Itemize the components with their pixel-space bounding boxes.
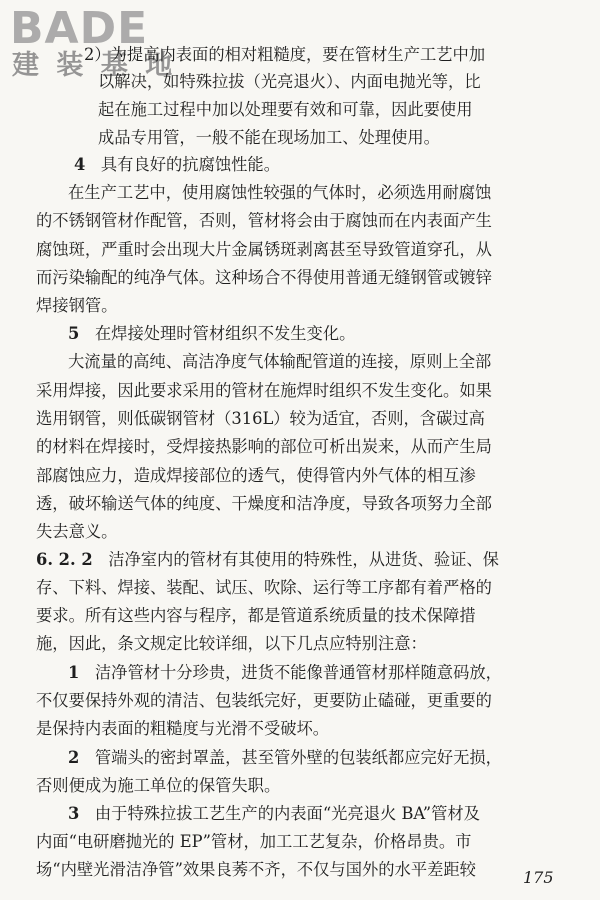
text-line: 存、下料、焊接、装配、试压、吹除、运行等工序都有着严格的 [36, 578, 492, 597]
text-line: 场“内壁光滑洁净管”效果良莠不齐，不仅与国外的水平差距较 [36, 860, 476, 879]
text-line: 不仅要保持外观的清洁、包装纸完好，更要防止磕碰，更重要的 [36, 691, 492, 710]
text-line: 成品专用管，一般不能在现场加工、处理使用。 [98, 128, 440, 147]
item-number: 5 [68, 324, 80, 343]
item-heading [74, 154, 280, 176]
watermark-word: BADE [10, 3, 149, 54]
text-line: 2）为提高内表面的相对粗糙度，要在管材生产工艺中加 [84, 45, 486, 64]
text-line: 是保持内表面的粗糙度与光滑不受破坏。 [36, 719, 330, 738]
item-title: 在焊接处理时管材组织不发生变化。 [94, 324, 356, 343]
section-number: 6. 2. 2 [36, 550, 93, 569]
text-line: 否则便成为施工单位的保管失职。 [36, 776, 281, 795]
note-first-line: 洁净管材十分珍贵，进货不能像普通管材那样随意码放， [94, 663, 502, 682]
note-number: 3 [68, 804, 80, 823]
note-heading [68, 803, 480, 825]
text-line: 起在施工过程中加以处理要有效和可靠，因此要使用 [98, 100, 473, 119]
text-line: 大流量的高纯、高洁净度气体输配管道的连接，原则上全部 [68, 352, 492, 371]
page-number: 175 [523, 868, 554, 887]
note-number: 1 [68, 663, 80, 682]
note-heading [68, 747, 502, 769]
section-heading [36, 549, 499, 571]
text-line: 腐蚀斑，严重时会出现大片金属锈斑剥离甚至导致管道穿孔，从 [36, 240, 492, 259]
watermark-subtitle: 建 装 基 地 [12, 50, 177, 81]
text-line: 施，因此，条文规定比较详细，以下几点应特别注意： [36, 634, 427, 653]
text-line: 采用焊接，因此要求采用的管材在施焊时组织不发生变化。如果 [36, 381, 492, 400]
text-line: 焊接钢管。 [36, 296, 118, 315]
text-line: 而污染输配的纯净气体。这种场合不得使用普通无缝钢管或镀锌 [36, 268, 492, 287]
text-line: 部腐蚀应力，造成焊接部位的透气，使得管内外气体的相互渗 [36, 466, 476, 485]
text-line: 以解决，如特殊拉拔（光亮退火）、内面电抛光等，比 [98, 72, 481, 91]
text-line: 内面“电研磨抛光的 EP”管材，加工工艺复杂，价格昂贵。市 [36, 832, 472, 851]
text-line: 的不锈钢管材作配管，否则，管材将会由于腐蚀而在内表面产生 [36, 211, 492, 230]
item-heading [68, 323, 355, 345]
note-first-line: 由于特殊拉拔工艺生产的内表面“光亮退火 BA”管材及 [94, 804, 480, 823]
note-number: 2 [68, 748, 80, 767]
text-line: 在生产工艺中，使用腐蚀性较强的气体时，必须选用耐腐蚀 [68, 183, 492, 202]
text-line: 透，破坏输送气体的纯度、干燥度和洁净度，导致各项努力全部 [36, 494, 492, 513]
note-first-line: 管端头的密封罩盖，甚至管外壁的包装纸都应完好无损， [94, 748, 502, 767]
text-line: 选用钢管，则低碳钢管材（316L）较为适宜，否则，含碳过高 [36, 409, 485, 428]
text-line: 失去意义。 [36, 522, 118, 541]
section-first-line: 洁净室内的管材有其使用的特殊性，从进货、验证、保 [108, 550, 499, 569]
text-line: 的材料在焊接时，受焊接热影响的部位可析出炭来，从而产生局 [36, 437, 492, 456]
note-heading [68, 662, 502, 684]
text-line: 要求。所有这些内容与程序，都是管道系统质量的技术保障措 [36, 606, 476, 625]
item-number: 4 [74, 155, 86, 174]
item-title: 具有良好的抗腐蚀性能。 [100, 155, 280, 174]
